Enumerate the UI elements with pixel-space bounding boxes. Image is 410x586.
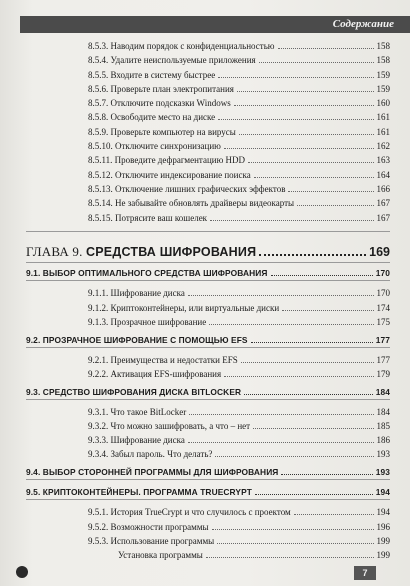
entry-title: 8.5.11. Проведите дефрагментацию HDD [88,155,246,165]
dot-leader [244,394,373,395]
dot-leader [188,295,374,296]
entry-title: 9.2. ПРОЗРАЧНОЕ ШИФРОВАНИЕ С ПОМОЩЬЮ EFS [26,335,248,345]
entry-page-number: 169 [369,245,390,259]
dot-leader [255,494,373,495]
dot-leader [209,324,373,325]
entry-title: 9.1. ВЫБОР ОПТИМАЛЬНОГО СРЕДСТВА ШИФРОВАНИЯ [26,268,268,278]
dot-leader [218,77,373,78]
corner-mark [16,566,28,578]
entry-title: Установка программы [118,550,203,560]
entry-page-number: 193 [375,467,390,477]
section-entry [26,384,390,398]
subsection-entry [26,67,390,81]
entry-page-number: 175 [376,317,390,327]
entry-page-number: 184 [375,387,390,397]
section-rule [26,262,390,263]
entry-page-number: 161 [376,127,390,137]
entry-title: 8.5.6. Проверьте план электропитания [88,84,234,94]
entry-page-number: 167 [376,198,390,208]
entry-page-number: 159 [376,84,390,94]
dot-leader [224,148,374,149]
entry-title: 9.3.4. Забыл пароль. Что делать? [88,449,213,459]
dot-leader [271,275,373,276]
entry-title: 9.5.1. История TrueCrypt и что случилось с проектом [88,507,291,517]
subsection-entry [26,533,390,547]
entry-page-number: 170 [376,288,390,298]
section-rule [26,347,390,348]
entry-page-number: 194 [375,487,390,497]
entry-page-number: 199 [376,550,390,560]
subsection-entry [26,418,390,432]
entry-page-number: 193 [376,449,390,459]
entry-title: 8.5.5. Входите в систему быстрее [88,70,216,80]
subsection-entry [26,167,390,181]
entry-title: 9.1.1. Шифрование диска [88,288,185,298]
entry-page-number: 158 [376,41,390,51]
chapter-title: СРЕДСТВА ШИФРОВАНИЯ [86,245,257,259]
dot-leader [278,48,374,49]
entry-title: 8.5.13. Отключение лишних графических эффектов [88,184,286,194]
subsection-entry [26,446,390,460]
entry-title [26,244,256,260]
entry-page-number: 167 [376,213,390,223]
entry-title: 9.3. СРЕДСТВО ШИФРОВАНИЯ ДИСКА BITLOCKER [26,387,242,397]
entry-title: 9.4. ВЫБОР СТОРОННЕЙ ПРОГРАММЫ ДЛЯ ШИФРОВАНИЯ [26,467,279,477]
dot-leader [189,414,373,415]
dot-leader [210,220,373,221]
dot-leader [215,456,373,457]
dot-leader [248,162,373,163]
entry-title: 9.5.3. Использование программы [88,536,215,546]
entry-page-number: 194 [376,507,390,517]
entry-title: 9.2.2. Активация EFS-шифрования [88,369,222,379]
dot-leader [253,428,373,429]
entry-page-number: 179 [376,369,390,379]
entry-title: 8.5.4. Удалите неиспользуемые приложения [88,55,256,65]
entry-page-number: 160 [376,98,390,108]
entry-page-number: 161 [376,112,390,122]
chapter-entry [26,240,390,260]
subsection-entry [26,181,390,195]
dot-leader [206,557,374,558]
entry-page-number: 177 [376,355,390,365]
entry-title: 8.5.15. Потрясите ваш кошелек [88,213,208,223]
section-entry [26,484,390,498]
subsection-entry [26,547,390,561]
entry-title: 8.5.7. Отключите подсказки Windows [88,98,231,108]
dot-leader [294,514,374,515]
entry-page-number: 166 [376,184,390,194]
dot-leader [281,474,372,475]
entry-title: 8.5.3. Наводим порядок с конфиденциальностью [88,41,275,51]
dot-leader [259,62,374,63]
dot-leader [241,362,374,363]
entry-page-number: 158 [376,55,390,65]
dot-leader [297,205,373,206]
subsection-entry [26,352,390,366]
dot-leader [282,310,373,311]
entry-page-number: 185 [376,421,390,431]
subsection-entry [26,210,390,224]
subsection-entry [26,504,390,518]
dot-leader [218,119,373,120]
dot-leader [217,543,373,544]
entry-title: 8.5.14. Не забывайте обновлять драйверы видеокарты [88,198,295,208]
entry-title: 9.1.2. Криптоконтейнеры, или виртуальные диски [88,303,280,313]
subsection-entry [26,404,390,418]
subsection-entry [26,109,390,123]
dot-leader [188,442,374,443]
entry-title: 9.1.3. Прозрачное шифрование [88,317,207,327]
subsection-entry [26,285,390,299]
entry-page-number: 186 [376,435,390,445]
running-header [20,16,410,33]
dot-leader [234,105,374,106]
section-entry [26,464,390,478]
entry-title: 8.5.8. Освободите место на диске [88,112,216,122]
chapter-top-rule [26,231,390,232]
header-title: Содержание [332,18,394,30]
entry-title: 9.5. КРИПТОКОНТЕЙНЕРЫ. ПРОГРАММА TRUECRYPT [26,487,252,497]
entry-title: 8.5.10. Отключите синхронизацию [88,141,221,151]
subsection-entry [26,300,390,314]
chapter-prefix: ГЛАВА 9. [26,244,87,259]
dot-leader [251,342,373,343]
subsection-entry [26,124,390,138]
subsection-entry [26,152,390,166]
subsection-entry [26,195,390,209]
entry-page-number: 199 [376,536,390,546]
entry-page-number: 162 [376,141,390,151]
dot-leader [288,191,373,192]
subsection-entry [26,519,390,533]
entry-page-number: 177 [375,335,390,345]
entry-title: 9.3.3. Шифрование диска [88,435,185,445]
entry-title: 9.2.1. Преимущества и недостатки EFS [88,355,238,365]
section-rule [26,479,390,480]
section-rule [26,399,390,400]
dot-leader [239,134,374,135]
entry-page-number: 170 [375,268,390,278]
subsection-entry [26,138,390,152]
section-rule [26,280,390,281]
page-number: 7 [354,566,376,580]
entry-page-number: 184 [376,407,390,417]
entry-title: 9.3.2. Что можно зашифровать, а что – нет [88,421,251,431]
dot-leader [237,91,374,92]
dot-leader [212,529,374,530]
section-entry [26,332,390,346]
subsection-entry [26,366,390,380]
entry-title: 9.5.2. Возможности программы [88,522,209,532]
entry-page-number: 163 [376,155,390,165]
entry-page-number: 174 [376,303,390,313]
entry-title: 8.5.9. Проверьте компьютер на вирусы [88,127,236,137]
subsection-entry [26,38,390,52]
dot-leader [259,254,366,256]
section-entry [26,265,390,279]
subsection-entry [26,95,390,109]
subsection-entry [26,432,390,446]
entry-title: 9.3.1. Что такое BitLocker [88,407,187,417]
entry-page-number: 196 [376,522,390,532]
subsection-entry [26,81,390,95]
dot-leader [224,376,373,377]
subsection-entry [26,52,390,66]
section-rule [26,499,390,500]
entry-title: 8.5.12. Отключите индексирование поиска [88,170,251,180]
entry-page-number: 159 [376,70,390,80]
subsection-entry [26,314,390,328]
entry-page-number: 164 [376,170,390,180]
dot-leader [254,177,374,178]
